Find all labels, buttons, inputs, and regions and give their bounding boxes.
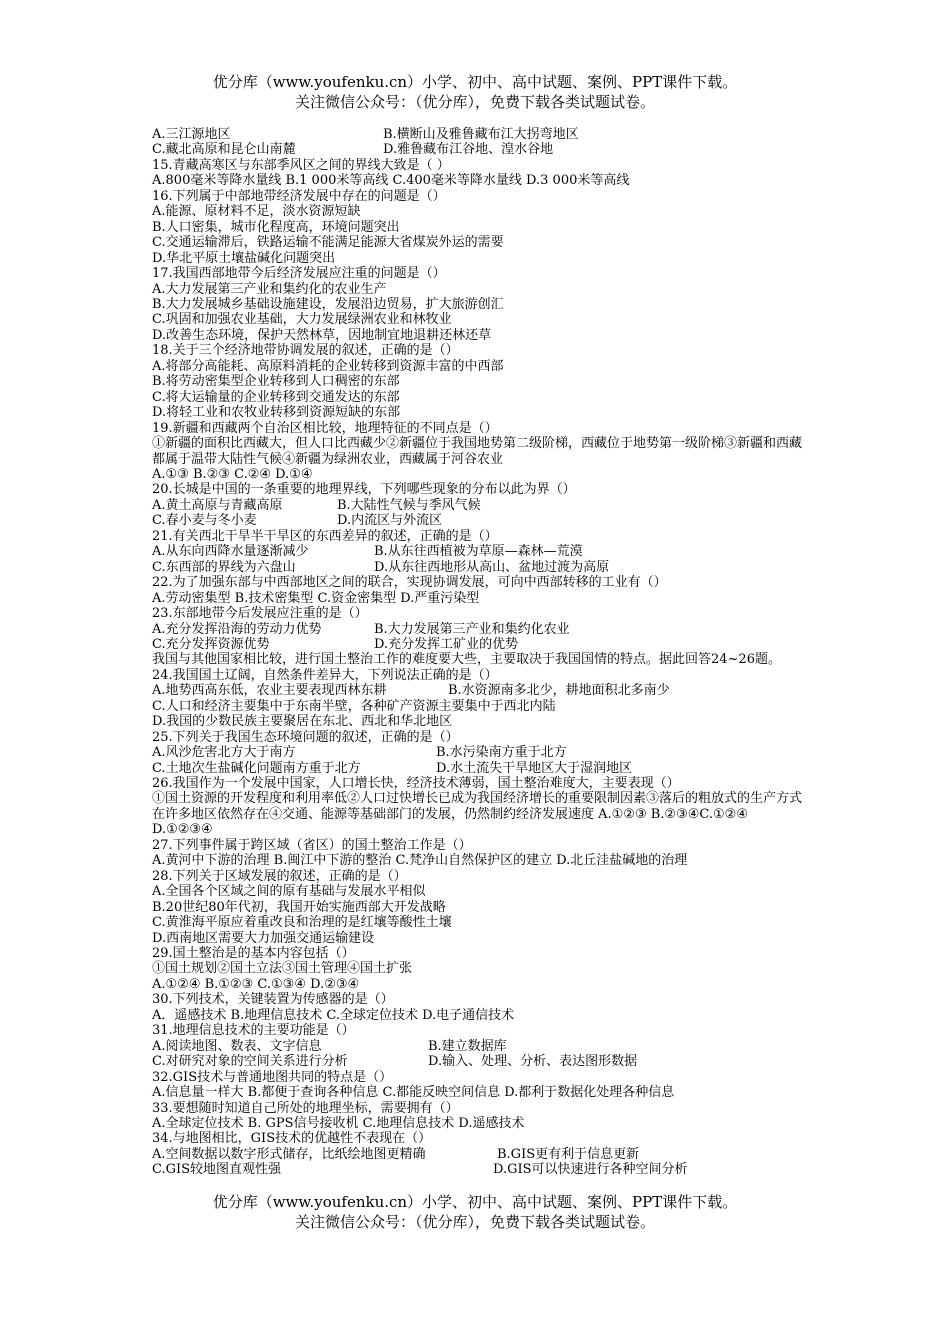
text-line: ①新疆的面积比西藏大，但人口比西藏少②新疆位于我国地势第二级阶梯，西藏位于地势第一级阶梯③新疆和西藏都属于温带大陆性气候④新疆为绿洲农业，西藏属于河谷农业 xyxy=(152,436,803,467)
option-left: A.黄土高原与青藏高原 xyxy=(152,497,283,513)
option-left: A.风沙危害北方大于南方 xyxy=(152,745,296,761)
option-left: A.三江源地区 xyxy=(152,127,231,142)
option-right: D.内流区与外流区 xyxy=(337,513,443,529)
option-left: C.春小麦与冬小麦 xyxy=(152,513,257,529)
text-line: 我国与其他国家相比较，进行国土整治工作的难度要大些，主要取决于我国国情的特点。据此回答24~26题。 xyxy=(152,652,781,668)
footer-line-1: 优分库（www.youfenku.cn）小学、初中、高中试题、案例、PPT课件下载。 xyxy=(212,1193,738,1211)
page-header xyxy=(0,72,950,112)
text-line xyxy=(152,683,802,698)
text-line: 28.下列关于区域发展的叙述，正确的是（） xyxy=(152,868,407,884)
text-line: 25.下列关于我国生态环境问题的叙述，正确的是（） xyxy=(152,729,459,745)
option-left: C.藏北高原和昆仑山南麓 xyxy=(152,142,296,158)
text-line xyxy=(152,1162,802,1177)
text-line xyxy=(152,498,802,513)
option-right: B.横断山及雅鲁藏布江大拐弯地区 xyxy=(383,127,579,142)
text-line: C.黄淮海平原应着重改良和治理的是红壤等酸性土壤 xyxy=(152,915,452,931)
option-left: A.从东向西降水量逐渐减少 xyxy=(152,544,309,560)
text-line: 21.有关西北干旱半干旱区的东西差异的叙述，正确的是（） xyxy=(152,528,498,544)
text-line: 32.GIS技术与普通地图共同的特点是（） xyxy=(152,1069,393,1085)
text-line xyxy=(152,1147,802,1162)
text-line xyxy=(152,745,802,760)
option-right: D.充分发挥工矿业的优势 xyxy=(374,636,519,652)
text-line: 19.新疆和西藏两个自治区相比较，地理特征的不同点是（） xyxy=(152,420,498,436)
option-right: B.大力发展第三产业和集约化农业 xyxy=(374,621,570,637)
text-line xyxy=(152,560,802,575)
option-right: B.从东往西植被为草原—森林—荒漠 xyxy=(374,544,583,560)
text-line xyxy=(152,637,802,652)
text-line: B.20世纪80年代初，我国开始实施西部大开发战略 xyxy=(152,899,446,915)
header-line-2: 关注微信公众号：（优分库），免费下载各类试题试卷。 xyxy=(294,93,655,111)
text-line: 27.下列事件属于跨区域（省区）的国土整治工作是（） xyxy=(152,837,472,853)
text-line: D.我国的少数民族主要聚居在东北、西北和华北地区 xyxy=(152,714,453,730)
footer-line-2: 关注微信公众号：（优分库），免费下载各类试题试卷。 xyxy=(294,1213,655,1231)
text-line: 22.为了加强东部与中西部地区之间的联合，实现协调发展，可向中西部转移的工业有（） xyxy=(152,575,667,591)
option-right: B.大陆性气候与季风气候 xyxy=(337,497,481,513)
option-right: D.输入、处理、分析、表达图形数据 xyxy=(428,1054,638,1070)
text-line: 33.要想随时知道自己所处的地理坐标，需要拥有（） xyxy=(152,1100,459,1116)
option-right: B.水资源南多北少，耕地面积北多南少 xyxy=(448,683,670,699)
text-line: A.黄河中下游的治理 B.闽江中下游的整治 C.梵净山自然保护区的建立 D.北丘洼盐碱地的治理 xyxy=(152,853,688,869)
text-line: A.①②④ B.①②③ C.①③④ D.②③④ xyxy=(152,976,360,992)
option-right: D.水土流失干旱地区大于湿润地区 xyxy=(436,760,633,776)
text-line: 16.下列属于中部地带经济发展中存在的问题是（） xyxy=(152,188,446,204)
text-line: D.西南地区需要大力加强交通运输建设 xyxy=(152,930,375,946)
option-left: A.充分发挥沿海的劳动力优势 xyxy=(152,621,322,637)
option-right: B.建立数据库 xyxy=(428,1038,507,1054)
text-line: A.全国各个区域之间的原有基础与发展水平相似 xyxy=(152,884,426,900)
text-line: 31.地理信息技术的主要功能是（） xyxy=(152,1023,355,1039)
text-line: 30.下列技术，关键装置为传感器的是（） xyxy=(152,992,394,1008)
option-left: C.GIS较地图直观性强 xyxy=(152,1162,282,1178)
option-left: C.充分发挥资源优势 xyxy=(152,636,270,652)
text-line: 18.关于三个经济地带协调发展的叙述，正确的是（） xyxy=(152,343,459,359)
option-right: D.雅鲁藏布江谷地、湟水谷地 xyxy=(383,142,554,158)
text-line: A．遥感技术 B.地理信息技术 C.全球定位技术 D.电子通信技术 xyxy=(152,1007,515,1023)
text-line: D.将轻工业和农牧业转移到资源短缺的东部 xyxy=(152,405,401,421)
text-line: A.①③ B.②③ C.②④ D.①④ xyxy=(152,466,313,482)
text-line: 23.东部地带今后发展应注重的是（） xyxy=(152,606,368,622)
text-line: A.800毫米等降水量线 B.1 000米等高线 C.400毫米等降水量线 D.3 000米等高线 xyxy=(152,173,630,189)
text-line: 26.我国作为一个发展中国家，人口增长快，经济技术薄弱，国土整治难度大，主要表现（） xyxy=(152,776,680,792)
option-right: B.GIS更有利于信息更新 xyxy=(497,1146,640,1162)
text-line: A.将部分高能耗、高原料消耗的企业转移到资源丰富的中西部 xyxy=(152,358,504,374)
text-line: B.将劳动密集型企业转移到人口稠密的东部 xyxy=(152,374,400,390)
text-line: 29.国土整治是的基本内容包括（） xyxy=(152,946,355,962)
text-line: D.改善生态环境，保护天然林草，因地制宜地退耕还林还草 xyxy=(152,327,492,343)
question-content xyxy=(152,127,802,1178)
option-left: C.对研究对象的空间关系进行分析 xyxy=(152,1054,348,1070)
text-line xyxy=(152,544,802,559)
text-line xyxy=(152,142,802,157)
text-line: C.交通运输滞后，铁路运输不能满足能源大省煤炭外运的需要 xyxy=(152,235,504,251)
option-left: C.东西部的界线为六盘山 xyxy=(152,559,296,575)
text-line: ①国土规划②国土立法③国土管理④国土扩张 xyxy=(152,961,413,977)
text-line xyxy=(152,127,802,142)
text-line: A.信息量一样大 B.都便于查询各种信息 C.都能反映空间信息 D.都利于数据化处理各种信息 xyxy=(152,1085,675,1101)
text-line: ①国土资源的开发程度和利用率低②人口过快增长已成为我国经济增长的重要限制因素③落后的粗放式的生产方式在许多地区依然存在④交通、能源等基础部门的发展，仍然制约经济发展速度 A.①②③ B.②③④C.①②④ D.①②③④ xyxy=(152,791,803,838)
text-line: A.大力发展第三产业和集约化的农业生产 xyxy=(152,281,387,297)
text-line: 20.长城是中国的一条重要的地理界线，下列哪些现象的分布以此为界（） xyxy=(152,482,576,498)
text-line: A.劳动密集型 B.技术密集型 C.资金密集型 D.严重污染型 xyxy=(152,590,480,606)
text-line: 17.我国西部地带今后经济发展应注重的问题是（） xyxy=(152,266,446,282)
option-right: D.GIS可以快速进行各种空间分析 xyxy=(493,1162,688,1178)
option-right: D.从东往西地形从高山、盆地过渡为高原 xyxy=(374,559,610,575)
text-line: 34.与地图相比，GIS技术的优越性不表现在（） xyxy=(152,1131,432,1147)
text-line: A.全球定位技术 B. GPS信号接收机 C.地理信息技术 D.遥感技术 xyxy=(152,1116,525,1131)
text-line: C.巩固和加强农业基础，大力发展绿洲农业和林牧业 xyxy=(152,312,452,328)
text-line: 24.我国国土辽阔，自然条件差异大，下列说法正确的是（） xyxy=(152,667,498,683)
text-line xyxy=(152,761,802,776)
text-line xyxy=(152,513,802,528)
text-line: B.人口密集，城市化程度高，环境问题突出 xyxy=(152,219,400,235)
text-line xyxy=(152,1054,802,1069)
option-left: C.土地次生盐碱化问题南方重于北方 xyxy=(152,760,361,776)
option-left: A.地势西高东低，农业主要表现西林东耕 xyxy=(152,683,387,699)
text-line: A.能源、原材料不足，淡水资源短缺 xyxy=(152,204,361,220)
text-line: B.大力发展城乡基础设施建设，发展沿边贸易，扩大旅游创汇 xyxy=(152,296,504,312)
header-line-1: 优分库（www.youfenku.cn）小学、初中、高中试题、案例、PPT课件下载。 xyxy=(212,73,738,91)
option-left: A.阅读地图、数表、文字信息 xyxy=(152,1038,322,1054)
text-line xyxy=(152,622,802,637)
option-left: A.空间数据以数字形式储存，比纸绘地图更精确 xyxy=(152,1146,426,1162)
option-right: B.水污染南方重于北方 xyxy=(436,745,567,761)
text-line: C.人口和经济主要集中于东南半壁，各种矿产资源主要集中于西北内陆 xyxy=(152,698,556,714)
page-footer xyxy=(0,1192,950,1232)
text-line: 15.青藏高寒区与东部季风区之间的界线大致是（ ） xyxy=(152,157,450,173)
text-line: C.将大运输量的企业转移到交通发达的东部 xyxy=(152,389,400,405)
text-line: D.华北平原土壤盐碱化问题突出 xyxy=(152,250,336,266)
text-line xyxy=(152,1039,802,1054)
